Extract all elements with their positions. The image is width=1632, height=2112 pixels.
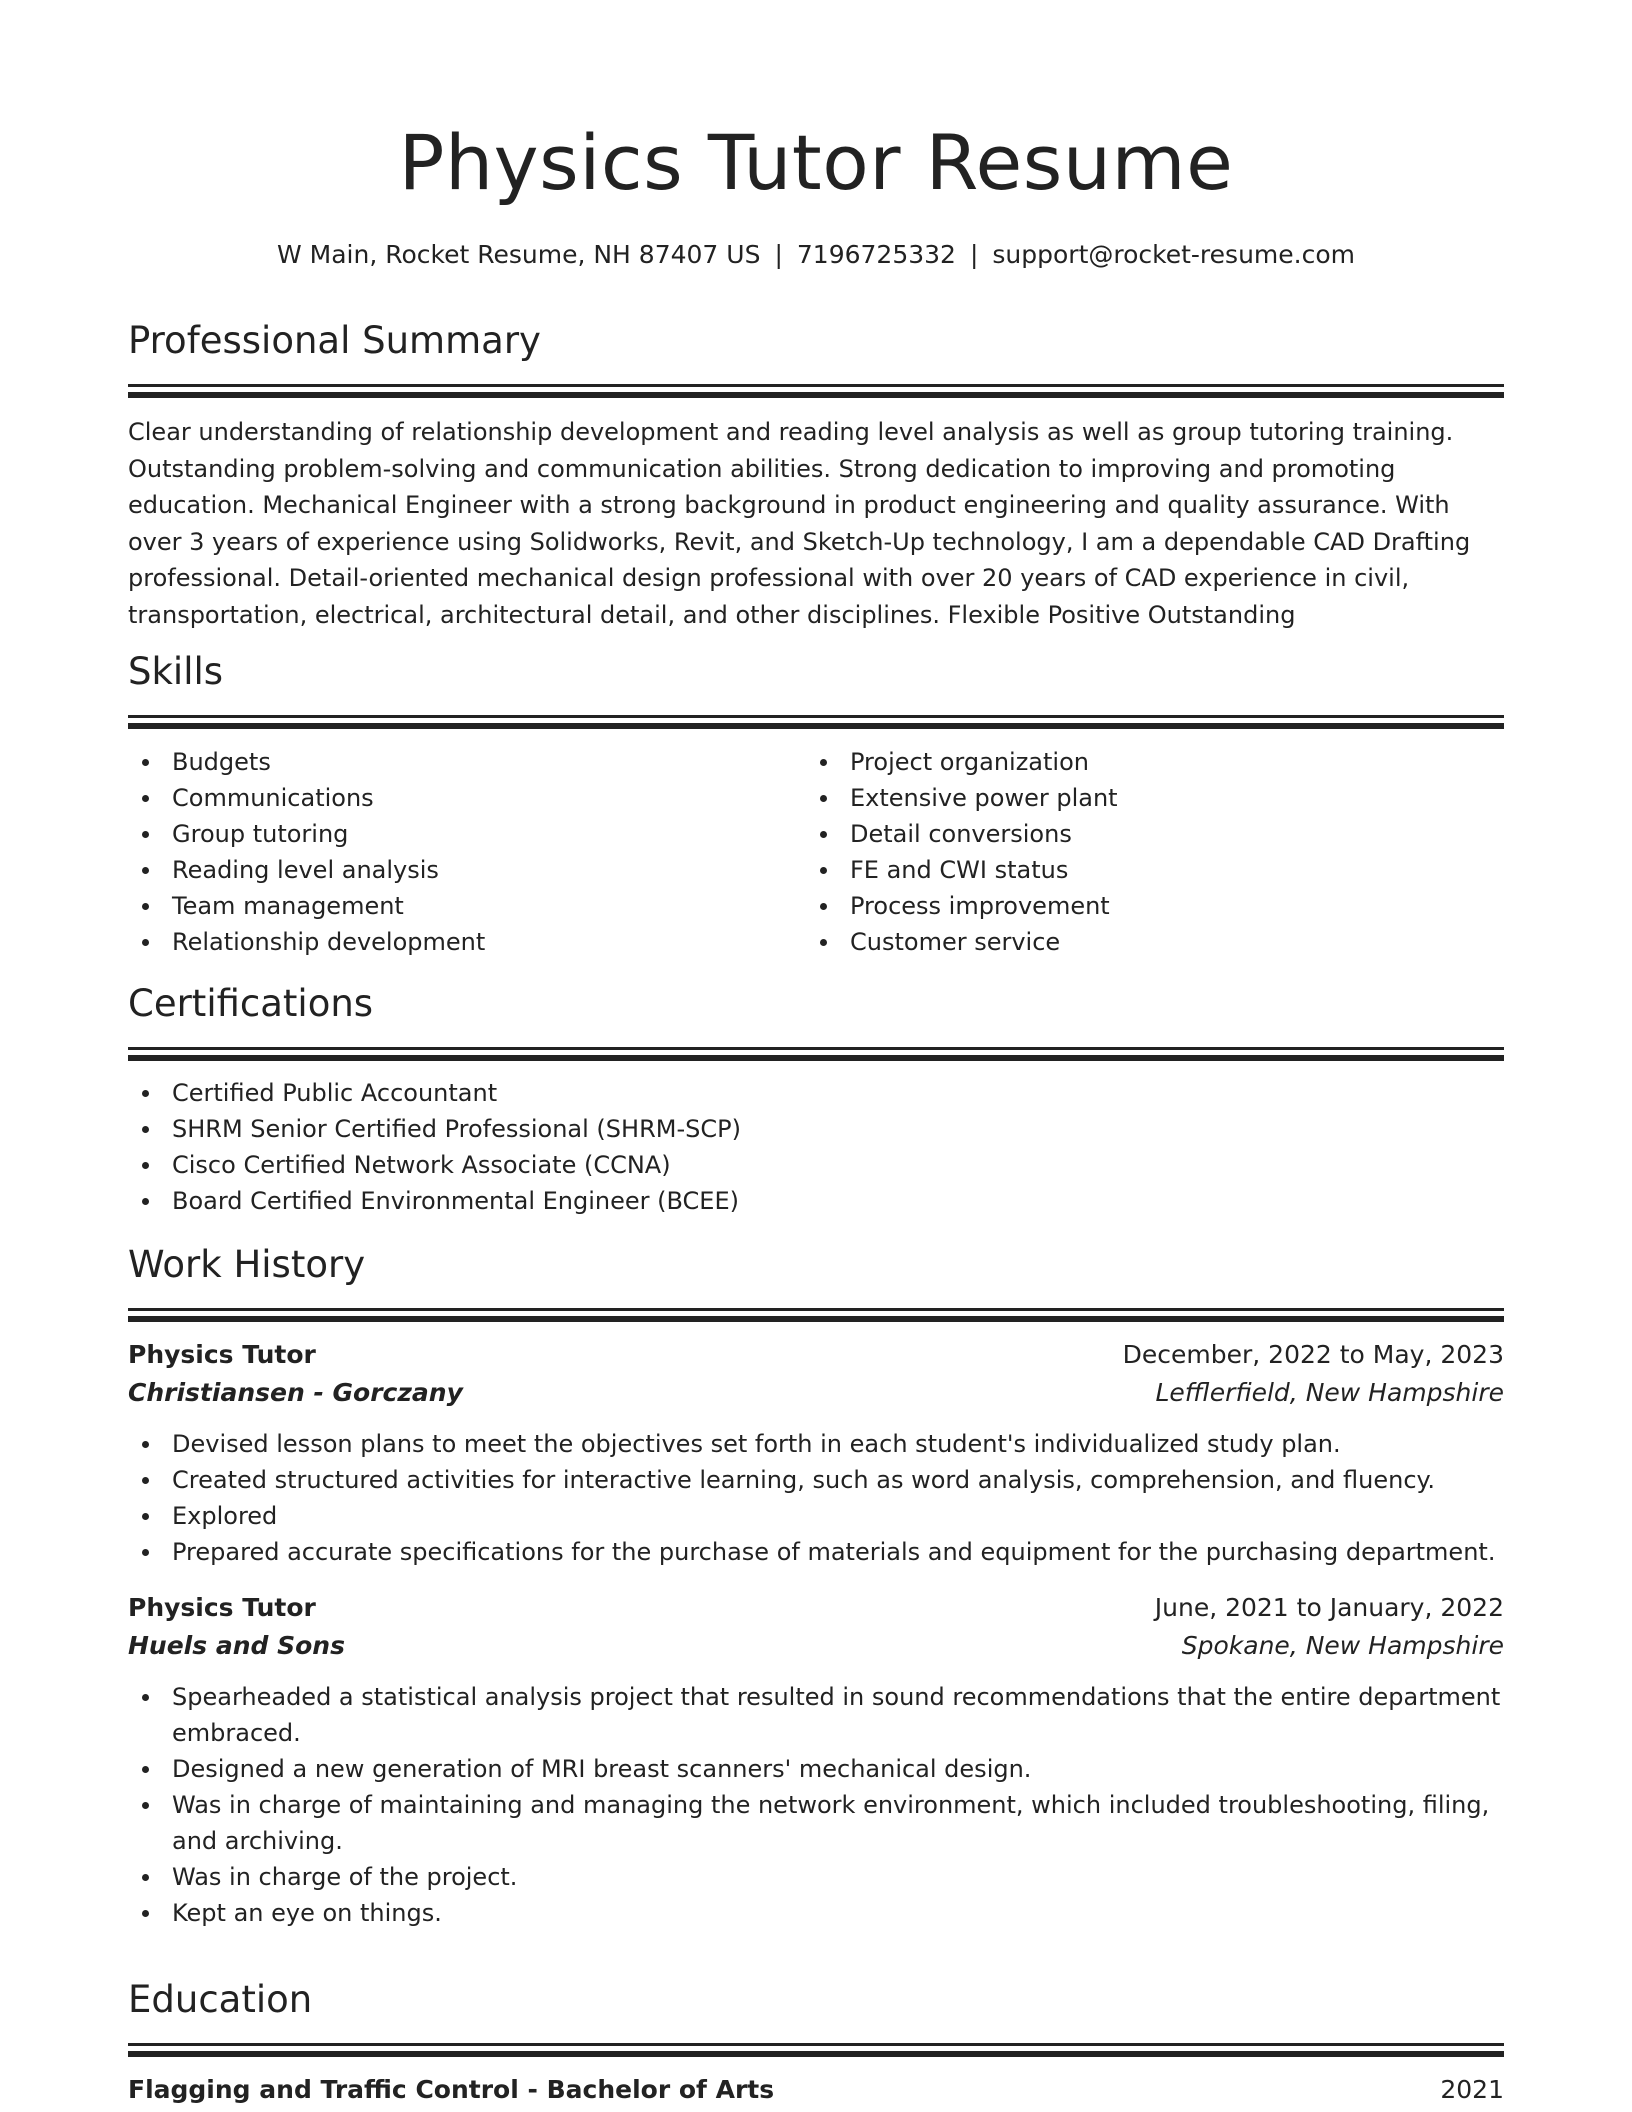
contact-line bbox=[128, 240, 1504, 269]
certification-item: Certified Public Accountant bbox=[128, 1075, 1504, 1111]
job-location: Lefflerfield, New Hampshire bbox=[1155, 1378, 1504, 1407]
skill-item: Process improvement bbox=[806, 888, 1484, 924]
job-bullet-list bbox=[128, 1679, 1504, 1931]
job-company-row bbox=[128, 1374, 1504, 1412]
job-dates: December, 2022 to May, 2023 bbox=[1122, 1340, 1504, 1369]
skill-item: Detail conversions bbox=[806, 816, 1484, 852]
section-divider bbox=[128, 723, 1504, 729]
contact-separator: | bbox=[774, 240, 783, 269]
certification-item: Cisco Certified Network Associate (CCNA) bbox=[128, 1147, 1504, 1183]
job-bullet: Was in charge of the project. bbox=[128, 1859, 1504, 1895]
contact-email: support@rocket-resume.com bbox=[992, 240, 1355, 269]
job-company: Christiansen - Gorczany bbox=[128, 1378, 463, 1407]
certifications-section bbox=[128, 979, 1504, 1219]
job-header-row bbox=[128, 1336, 1504, 1374]
job-company-row bbox=[128, 1627, 1504, 1665]
skills-section bbox=[128, 647, 1504, 960]
job-bullet: Created structured activities for interactive learning, such as word analysis, comprehension, and fluency. bbox=[128, 1462, 1504, 1498]
job-bullet: Prepared accurate specifications for the purchase of materials and equipment for the purchasing department. bbox=[128, 1534, 1504, 1570]
job-bullet: Devised lesson plans to meet the objectives set forth in each student's individualized study plan. bbox=[128, 1426, 1504, 1462]
section-divider bbox=[128, 1055, 1504, 1061]
job-bullet: Designed a new generation of MRI breast scanners' mechanical design. bbox=[128, 1751, 1504, 1787]
education-year: 2021 bbox=[1440, 2075, 1504, 2104]
skill-item: FE and CWI status bbox=[806, 852, 1484, 888]
job-bullet-list bbox=[128, 1426, 1504, 1570]
skill-item: Group tutoring bbox=[128, 816, 806, 852]
section-title-education: Education bbox=[128, 1978, 313, 2021]
skill-item: Communications bbox=[128, 780, 806, 816]
skill-item: Customer service bbox=[806, 924, 1484, 960]
section-title-summary: Professional Summary bbox=[128, 319, 541, 362]
work-history-section bbox=[128, 1240, 1504, 1931]
section-divider bbox=[128, 1316, 1504, 1322]
section-divider bbox=[128, 2043, 1504, 2046]
section-title-work: Work History bbox=[128, 1243, 366, 1286]
job-location: Spokane, New Hampshire bbox=[1181, 1631, 1504, 1660]
job-title: Physics Tutor bbox=[128, 1340, 316, 1369]
skill-item: Project organization bbox=[806, 744, 1484, 780]
skill-item: Budgets bbox=[128, 744, 806, 780]
skills-list-left bbox=[128, 744, 806, 960]
skill-item: Extensive power plant bbox=[806, 780, 1484, 816]
section-divider bbox=[128, 715, 1504, 718]
job-entry bbox=[128, 1589, 1504, 1931]
skills-grid bbox=[128, 744, 1504, 960]
job-title: Physics Tutor bbox=[128, 1593, 316, 1622]
section-divider bbox=[128, 392, 1504, 398]
certification-item: Board Certified Environmental Engineer (BCEE) bbox=[128, 1183, 1504, 1219]
skills-list-right bbox=[806, 744, 1484, 960]
section-divider bbox=[128, 2051, 1504, 2057]
job-entry bbox=[128, 1336, 1504, 1570]
contact-phone: 7196725332 bbox=[796, 240, 956, 269]
certifications-list bbox=[128, 1075, 1504, 1219]
section-divider bbox=[128, 384, 1504, 387]
section-divider bbox=[128, 1047, 1504, 1050]
education-section bbox=[128, 1975, 1504, 2109]
resume-title: Physics Tutor Resume bbox=[398, 118, 1234, 207]
section-title-skills: Skills bbox=[128, 650, 224, 693]
skill-item: Team management bbox=[128, 888, 806, 924]
summary-section bbox=[128, 316, 1504, 633]
skill-item: Reading level analysis bbox=[128, 852, 806, 888]
contact-separator: | bbox=[969, 240, 979, 269]
section-divider bbox=[128, 1308, 1504, 1311]
skill-item: Relationship development bbox=[128, 924, 806, 960]
job-bullet: Spearheaded a statistical analysis project that resulted in sound recommendations that the entire department embraced. bbox=[128, 1679, 1504, 1751]
contact-address: W Main, Rocket Resume, NH 87407 US bbox=[276, 240, 761, 269]
job-bullet: Kept an eye on things. bbox=[128, 1895, 1504, 1931]
education-degree: Flagging and Traffic Control - Bachelor of Arts bbox=[128, 2075, 775, 2104]
job-header-row bbox=[128, 1589, 1504, 1627]
job-dates: June, 2021 to January, 2022 bbox=[1154, 1593, 1504, 1622]
job-bullet: Was in charge of maintaining and managing the network environment, which included troubleshooting, filing, and archiving. bbox=[128, 1787, 1504, 1859]
summary-text: Clear understanding of relationship development and reading level analysis as well as group tutoring training. Outstanding problem-solving and communication abilities. Strong dedication to improving and promoting education. Mechanical Engineer with a strong background in product engineering and quality assurance. With over 3 years of experience using Solidworks, Revit, and Sketch-Up technology, I am a dependable CAD Drafting professional. Detail-oriented mechanical design professional with over 20 years of CAD experience in civil, transportation, electrical, architectural detail, and other disciplines. Flexible Positive Outstanding bbox=[128, 418, 1471, 629]
section-title-certifications: Certifications bbox=[128, 982, 374, 1025]
education-row bbox=[128, 2071, 1504, 2109]
job-company: Huels and Sons bbox=[128, 1631, 345, 1660]
job-bullet: Explored bbox=[128, 1498, 1504, 1534]
certification-item: SHRM Senior Certified Professional (SHRM-SCP) bbox=[128, 1111, 1504, 1147]
